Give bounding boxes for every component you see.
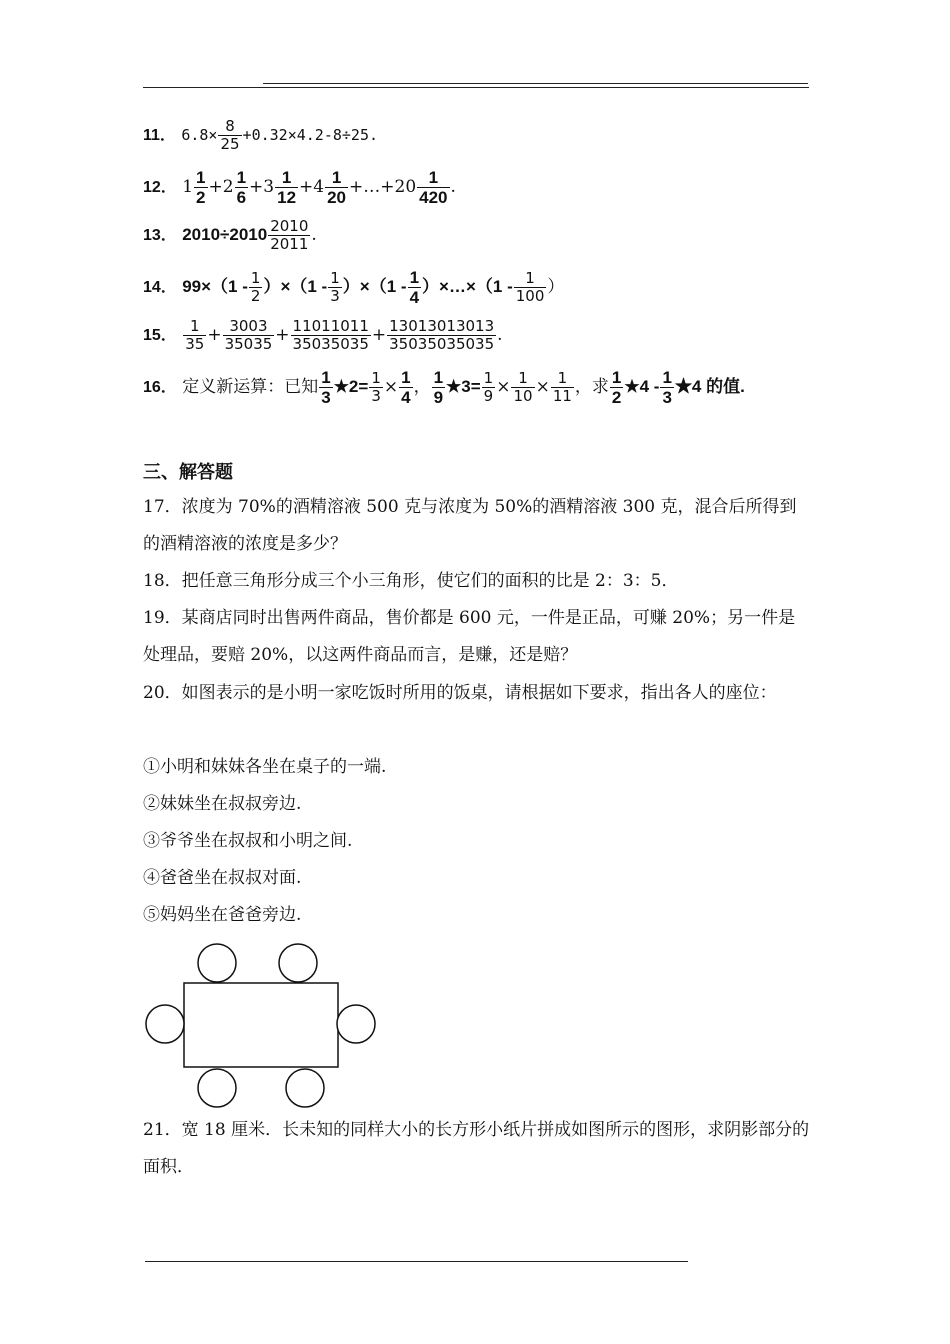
- dining-table-figure: [140, 935, 385, 1115]
- seat-top-right: [279, 944, 317, 982]
- fraction: $\frac{1}{4}$: [401, 368, 411, 407]
- fraction: $\frac{1}{3}$: [321, 368, 331, 407]
- footer-rule: [145, 1261, 688, 1262]
- seat-top-left: [198, 944, 236, 982]
- fraction: $\frac{1}{10}$: [513, 369, 533, 405]
- question-14: 14． 99×（1 - $\frac{1}{2}$ ）×（1 - $\frac{1}{3}$ ）×（1 - $\frac{1}{4}$ ）×…×（1 - $\frac{1}{100}$ ）: [143, 268, 565, 307]
- fraction: $\frac{1}{11}$: [552, 369, 572, 405]
- question-19: 19．某商店同时出售两件商品，售价都是 600 元，一件是正品，可赚 20%；另一件是处理品，要赔 20%，以这两件商品而言，是赚，还是赔？: [143, 608, 796, 665]
- fraction: $\frac{1}{6}$: [236, 168, 247, 207]
- fraction: $\frac{1}{20}$: [327, 168, 347, 207]
- fraction: $\frac{1}{420}$: [419, 168, 448, 207]
- question-13: 13． 2010÷2010 $\frac{2010}{2011}$ .: [143, 217, 317, 253]
- fraction: $\frac{13013013013}{35035035035}$: [389, 317, 495, 353]
- section-heading: 三、解答题: [143, 462, 233, 482]
- fraction: $\frac{8}{25}$: [220, 117, 240, 153]
- fraction: $\frac{1}{2}$: [196, 168, 206, 207]
- question-15: 15． $\frac{1}{35}$ + $\frac{3003}{35035}$ + $\frac{11011011}{35035035}$ + $\frac{13013013013}{35035035035}$ .: [143, 317, 503, 353]
- fraction: $\frac{1}{9}$: [433, 368, 444, 407]
- seat-bottom-right: [286, 1069, 324, 1107]
- question-17: 17．浓度为 70%的酒精溶液 500 克与浓度为 50%的酒精溶液 300 克，混合后所得到的酒精溶液的浓度是多少？: [143, 497, 797, 554]
- fraction: $\frac{11011011}{35035035}$: [292, 317, 369, 353]
- question-20: 20．如图表示的是小明一家吃饭时所用的饭桌，请根据如下要求，指出各人的座位：: [143, 683, 777, 703]
- fraction: $\frac{1}{3}$: [662, 368, 672, 407]
- fraction: $\frac{1}{3}$: [371, 369, 381, 405]
- fraction: $\frac{1}{3}$: [330, 269, 340, 305]
- fraction: $\frac{3003}{35035}$: [224, 317, 273, 353]
- question-12: 12． 1 $\frac{1}{2}$ +2 $\frac{1}{6}$ +3 $\frac{1}{12}$ +4 $\frac{1}{20}$ +…+20 $\frac{1}{420}$ .: [143, 168, 456, 207]
- condition-2: ②妹妹坐在叔叔旁边.: [143, 794, 302, 814]
- question-16: 16． 定义新运算：已知 $\frac{1}{3}$ ★2= $\frac{1}{3}$ × $\frac{1}{4}$ ， $\frac{1}{9}$ ★3= $\frac{1}{9}$ × $\frac{1}{10}$ × $\frac{1}{11}$ ，求 $\frac{1}{2}$ ★4 - $\frac{1}{3}$ ★4 的值.: [143, 368, 745, 407]
- question-18: 18．把任意三角形分成三个小三角形，使它们的面积的比是 2：3：5．: [143, 571, 679, 591]
- seat-left: [146, 1005, 184, 1043]
- seat-right: [337, 1005, 375, 1043]
- fraction: $\frac{1}{4}$: [409, 268, 420, 307]
- question-11: 11． 6.8× $\frac{8}{25}$ +0.32×4.2-8÷25.: [143, 117, 379, 153]
- header-rule-top: [263, 83, 808, 84]
- table-rect: [184, 983, 338, 1067]
- condition-5: ⑤妈妈坐在爸爸旁边.: [143, 905, 302, 925]
- condition-1: ①小明和妹妹各坐在桌子的一端.: [143, 757, 387, 777]
- fraction: $\frac{1}{12}$: [277, 168, 297, 207]
- fraction: $\frac{1}{9}$: [483, 369, 494, 405]
- seat-bottom-left: [198, 1069, 236, 1107]
- fraction: $\frac{1}{35}$: [185, 317, 205, 353]
- question-21: 21．宽 18 厘米．长未知的同样大小的长方形小纸片拼成如图所示的图形，求阴影部分的面积．: [143, 1120, 810, 1177]
- fraction: $\frac{1}{100}$: [515, 269, 545, 305]
- header-rule: [143, 87, 809, 88]
- fraction: $\frac{1}{2}$: [250, 269, 261, 305]
- condition-3: ③爷爷坐在叔叔和小明之间.: [143, 831, 353, 851]
- condition-4: ④爸爸坐在叔叔对面.: [143, 868, 302, 888]
- fraction: $\frac{1}{2}$: [611, 368, 622, 407]
- fraction: $\frac{2010}{2011}$: [270, 217, 309, 253]
